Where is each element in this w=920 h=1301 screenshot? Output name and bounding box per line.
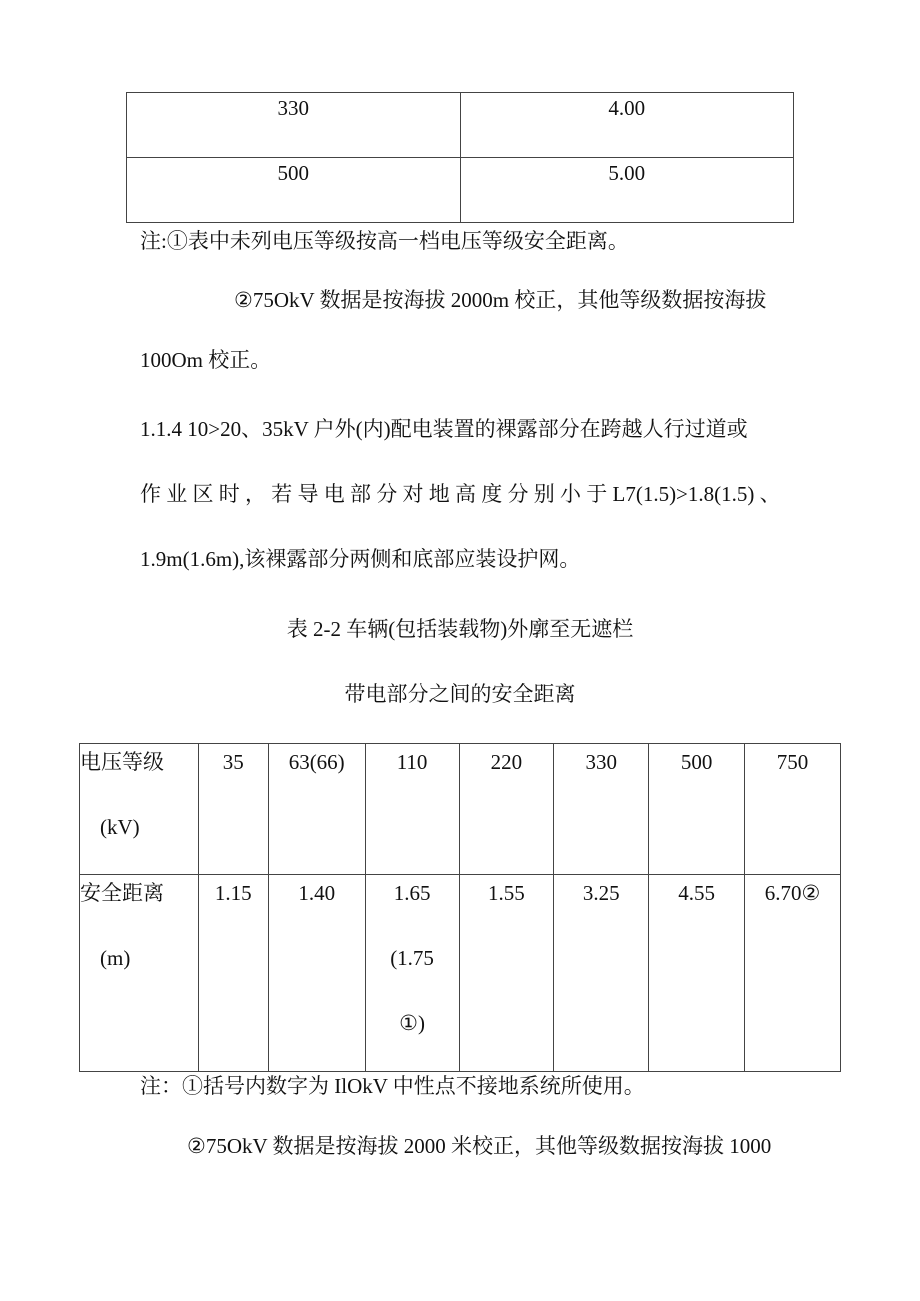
table-row xyxy=(127,93,794,158)
section-paragraph-line3: 1.9m(1.6m),该裸露部分两侧和底部应装设护网。 xyxy=(140,547,581,571)
distance-cell: 3.25 xyxy=(554,875,649,1072)
table-cell: 5.00 xyxy=(460,158,794,223)
note1-line3: 100Om 校正。 xyxy=(140,348,272,372)
note1-line2: ②75OkV 数据是按海拔 2000m 校正，其他等级数据按海拔 xyxy=(234,288,767,312)
voltage-label-cell: 电压等级 (kV) xyxy=(80,744,199,875)
distance-cell: 1.65 (1.75 ①) xyxy=(365,875,459,1072)
note2-line2: ②75OkV 数据是按海拔 2000 米校正，其他等级数据按海拔 1000 xyxy=(187,1134,772,1158)
table2-caption-line1: 表 2-2 车辆(包括装载物)外廓至无遮栏 xyxy=(286,617,634,641)
voltage-cell: 110 xyxy=(365,744,459,875)
distance-cell: 1.15 xyxy=(198,875,268,1072)
table-cell: 500 xyxy=(127,158,461,223)
note2-line1: 注：①括号内数字为 IlOkV 中性点不接地系统所使用。 xyxy=(140,1074,645,1098)
distance-label-cell: 安全距离 (m) xyxy=(80,875,199,1072)
table-row xyxy=(127,158,794,223)
safety-distance-table-1 xyxy=(126,92,794,223)
voltage-cell: 500 xyxy=(649,744,745,875)
distance-cell: 4.55 xyxy=(649,875,745,1072)
distance-cell: 6.70② xyxy=(745,875,841,1072)
voltage-cell: 750 xyxy=(745,744,841,875)
voltage-cell: 63(66) xyxy=(268,744,365,875)
note1-line1: 注:①表中未列电压等级按高一档电压等级安全距离。 xyxy=(140,229,629,253)
section-paragraph-line2: 作 业 区 时 ， 若 导 电 部 分 对 地 高 度 分 别 小 于 L7(1.5)>1.8(1.5) 、 xyxy=(140,482,781,506)
section-paragraph-line1: 1.1.4 10>20、35kV 户外(内)配电装置的裸露部分在跨越人行过道或 xyxy=(140,417,748,441)
safety-distance-table-2 xyxy=(79,743,841,1072)
voltage-cell: 330 xyxy=(554,744,649,875)
table-row-voltage xyxy=(80,744,841,875)
table-cell: 330 xyxy=(127,93,461,158)
distance-cell: 1.40 xyxy=(268,875,365,1072)
voltage-cell: 220 xyxy=(459,744,554,875)
distance-cell: 1.55 xyxy=(459,875,554,1072)
table2-caption-line2: 带电部分之间的安全距离 xyxy=(344,682,576,706)
table-row-distance xyxy=(80,875,841,1072)
table-cell: 4.00 xyxy=(460,93,794,158)
voltage-cell: 35 xyxy=(198,744,268,875)
